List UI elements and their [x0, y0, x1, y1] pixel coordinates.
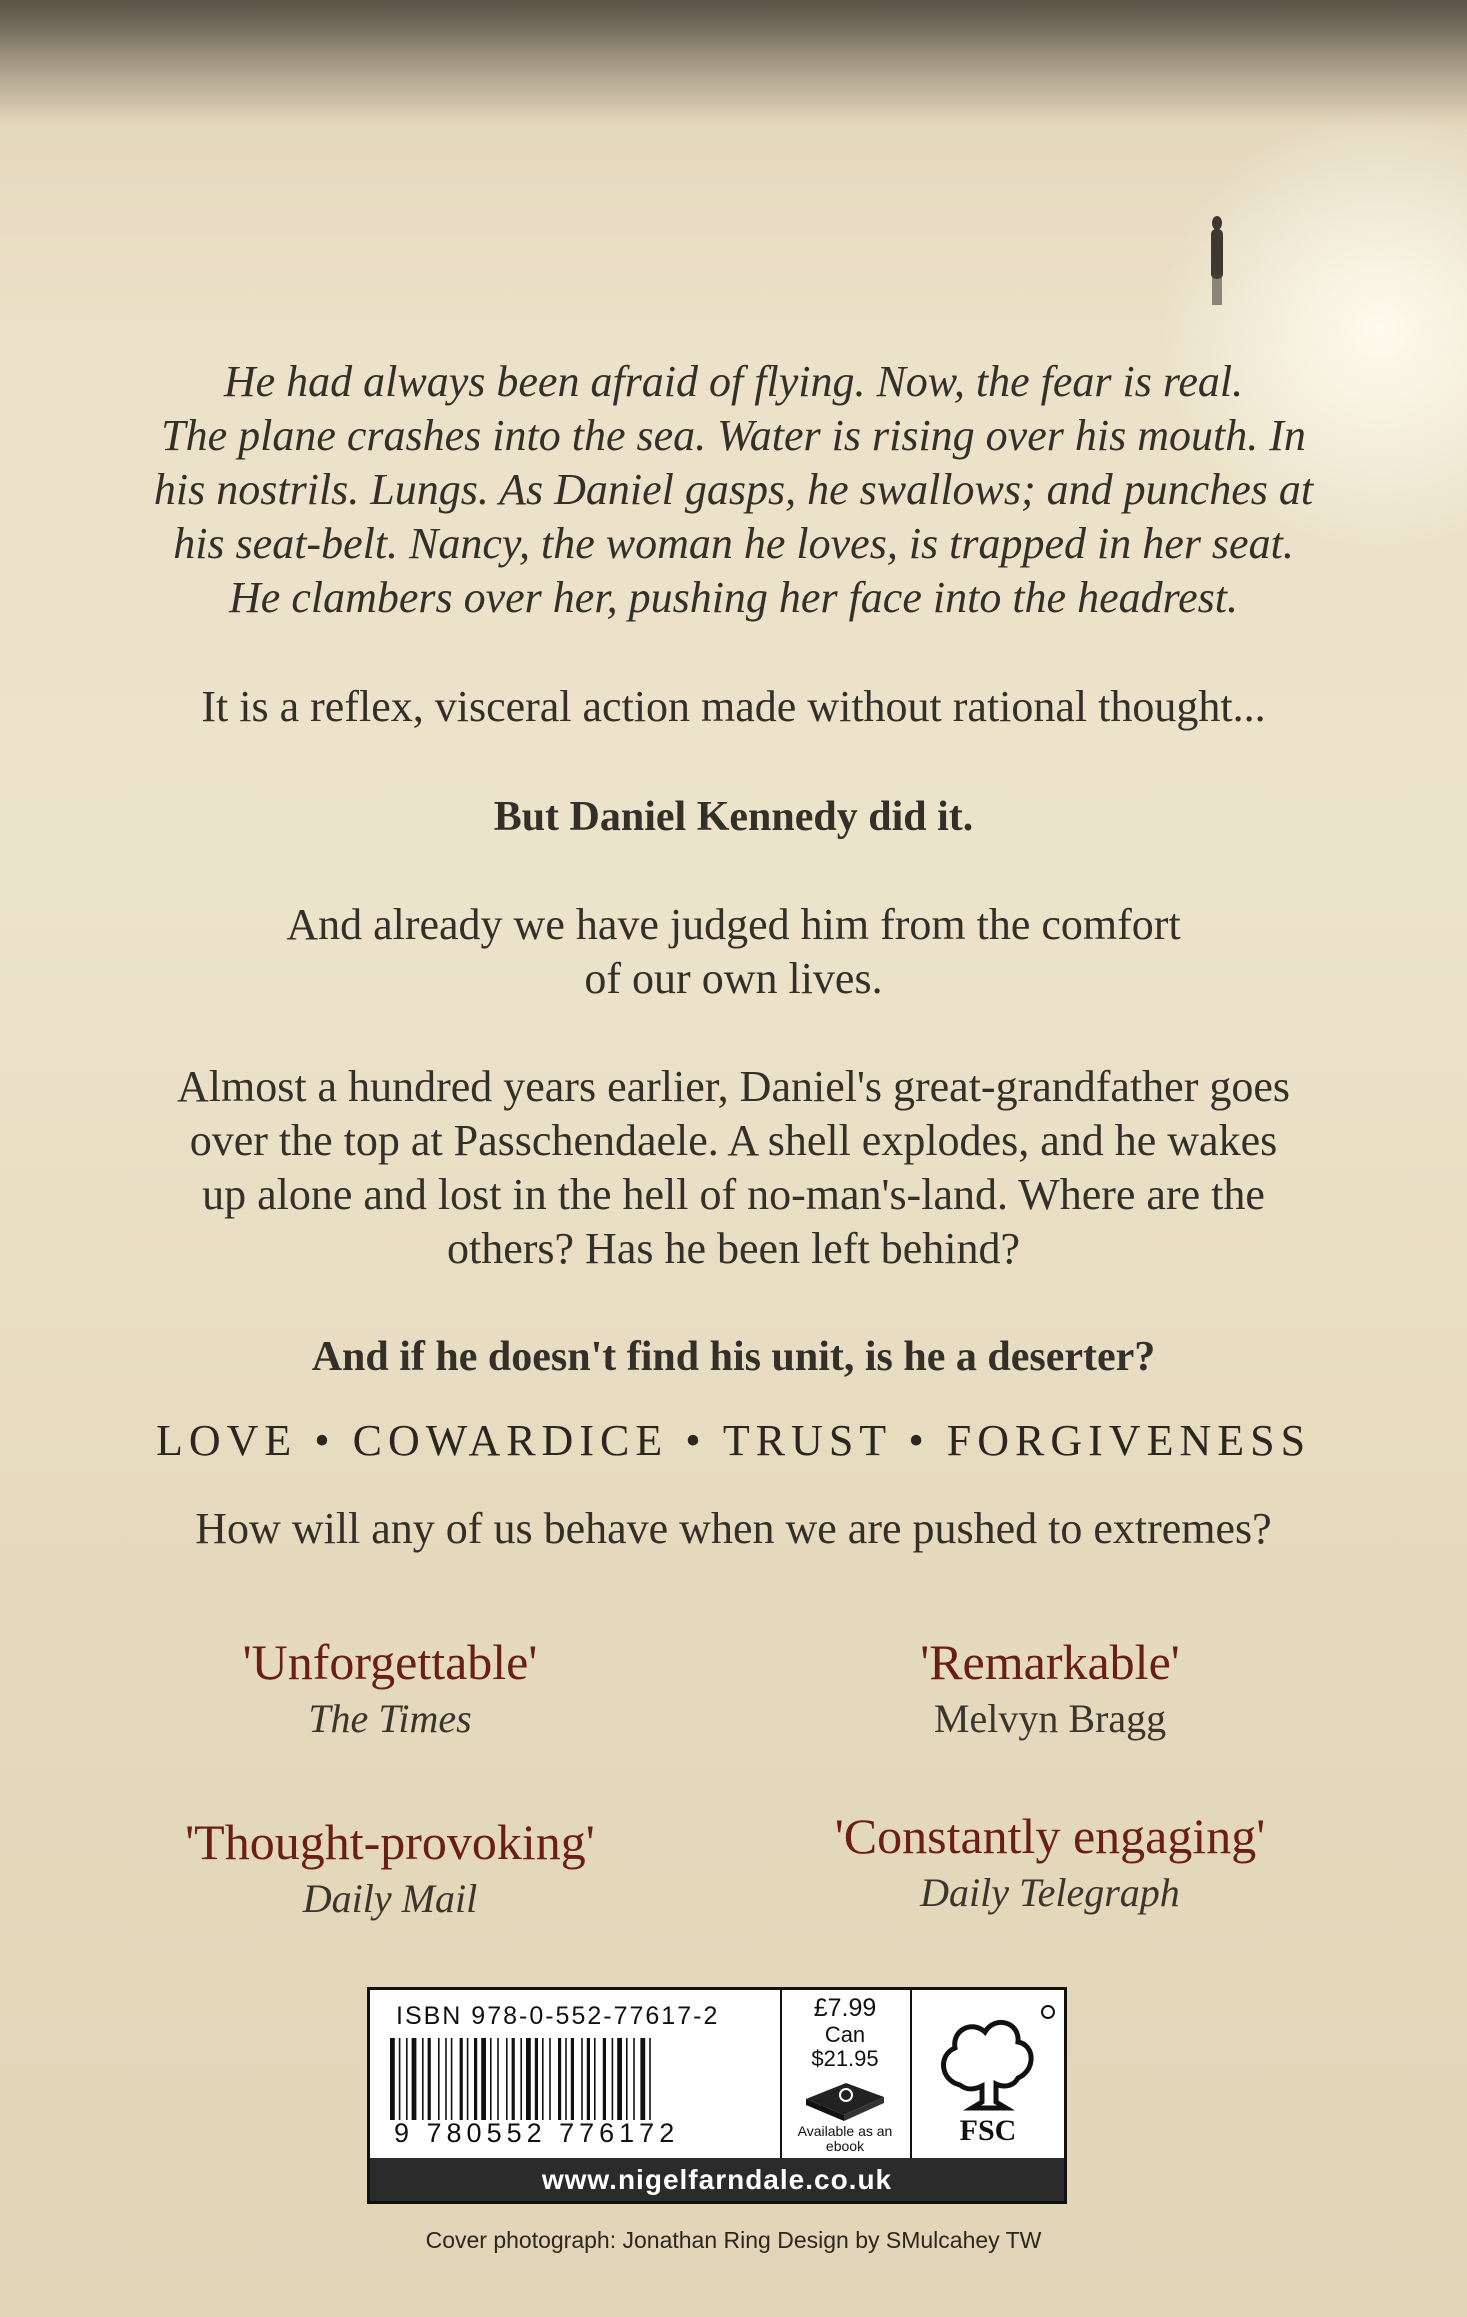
reflex-line: It is a reflex, visceral action made without rational thought... — [201, 682, 1266, 731]
opening-line: He clambers over her, pushing her face into the headrest. — [229, 573, 1238, 622]
barcode-stripe — [526, 2038, 531, 2120]
did-it-line: But Daniel Kennedy did it. — [493, 794, 974, 840]
isbn-number: ISBN 978-0-552-77617-2 — [396, 2002, 720, 2030]
barcode-digits: 9 780552 776172 — [394, 2118, 680, 2148]
barcode-stripe — [406, 2038, 408, 2120]
barcode-stripe — [594, 2038, 596, 2120]
history-line: up alone and lost in the hell of no-man's-land. Where are the — [202, 1170, 1265, 1219]
barcode-stripe — [558, 2038, 561, 2120]
ebook-label: Available as an ebook — [797, 2123, 893, 2154]
website-url: www.nigelfarndale.co.uk — [370, 2158, 1064, 2201]
barcode-stripe — [506, 2038, 508, 2120]
quote-source: The Times — [308, 1696, 472, 1741]
barcode-stripe — [445, 2038, 447, 2120]
price-can-label: Can — [824, 2022, 866, 2047]
barcode-stripe — [581, 2038, 583, 2120]
themes-line: LOVE • COWARDICE • TRUST • FORGIVENESS — [155, 1416, 1312, 1465]
barcode-stripe — [438, 2038, 440, 2120]
barcode-stripe — [649, 2038, 651, 2120]
history-line: Almost a hundred years earlier, Daniel's great-grandfather goes — [176, 1062, 1291, 1111]
opening-line: The plane crashes into the sea. Water is rising over his mouth. In — [161, 411, 1306, 460]
judged-line: of our own lives. — [584, 954, 883, 1003]
barcode-stripe — [603, 2038, 606, 2120]
history-line: over the top at Passchendaele. A shell explodes, and he wakes — [189, 1116, 1278, 1165]
quote-text: 'Thought-provoking' — [185, 1814, 595, 1870]
quote-text: 'Unforgettable' — [242, 1634, 538, 1690]
judged-paragraph — [40, 898, 1427, 1006]
barcode-stripe — [399, 2038, 401, 2120]
barcode-stripe — [565, 2038, 567, 2120]
price-uk: £7.99 — [813, 1994, 877, 2022]
fsc-tree-icon — [910, 1990, 1067, 2158]
fsc-label: FSC — [959, 2114, 1017, 2147]
review-quote — [750, 1806, 1350, 1920]
barcode-stripe — [535, 2038, 538, 2120]
barcode-stripe — [626, 2038, 628, 2120]
barcode-stripe — [428, 2038, 431, 2120]
quote-text: 'Remarkable' — [920, 1634, 1180, 1690]
barcode-stripe — [612, 2038, 614, 2120]
review-quote — [90, 1812, 690, 1926]
history-line: others? Has he been left behind? — [447, 1224, 1020, 1273]
quote-text: 'Constantly engaging' — [834, 1808, 1266, 1864]
quote-source: Daily Telegraph — [920, 1870, 1180, 1915]
ebook-icon — [802, 2075, 888, 2121]
price-can: $21.95 — [811, 2046, 879, 2071]
barcode-stripe — [633, 2038, 635, 2120]
price-cell — [780, 1990, 912, 2158]
fsc-cell — [910, 1990, 1067, 2158]
opening-paragraph — [40, 355, 1427, 625]
opening-line: He had always been afraid of flying. Now, the fear is real. — [223, 357, 1244, 406]
barcode-stripe — [412, 2038, 417, 2120]
barcode-stripe — [422, 2038, 424, 2120]
barcode-stripe — [481, 2038, 486, 2120]
barcode-stripe — [640, 2038, 645, 2120]
barcode-stripe — [490, 2038, 492, 2120]
history-paragraph — [40, 1060, 1427, 1276]
isbn-cell — [370, 1990, 782, 2158]
question-line: How will any of us behave when we are pushed to extremes? — [195, 1504, 1272, 1553]
barcode-stripe — [520, 2038, 522, 2120]
judged-line: And already we have judged him from the comfort — [286, 900, 1181, 949]
review-quote — [750, 1632, 1350, 1746]
barcode-stripe — [390, 2038, 395, 2120]
barcode-stripe — [460, 2038, 463, 2120]
barcode-box — [367, 1987, 1067, 2204]
barcode-stripe — [467, 2038, 469, 2120]
opening-line: his nostrils. Lungs. As Daniel gasps, he swallows; and punches at — [153, 465, 1314, 514]
deserter-line: And if he doesn't find his unit, is he a deserter? — [311, 1334, 1156, 1380]
barcode-image — [388, 2038, 768, 2120]
barcode-stripe — [451, 2038, 453, 2120]
barcode-stripe — [542, 2038, 544, 2120]
opening-line: his seat-belt. Nancy, the woman he loves, is trapped in her seat. — [173, 519, 1294, 568]
barcode-stripe — [571, 2038, 574, 2120]
cover-credits: Cover photograph: Jonathan Ring Design by SMulcahey TW — [425, 2227, 1042, 2253]
review-quote — [90, 1632, 690, 1746]
barcode-stripe — [549, 2038, 551, 2120]
barcode-stripe — [587, 2038, 590, 2120]
barcode-stripe — [497, 2038, 499, 2120]
quote-source: Melvyn Bragg — [933, 1696, 1167, 1741]
barcode-stripe — [474, 2038, 477, 2120]
sky-haze — [0, 0, 1467, 130]
wading-figure-silhouette — [1206, 215, 1228, 335]
barcode-stripe — [512, 2038, 515, 2120]
barcode-stripe — [617, 2038, 622, 2120]
quote-source: Daily Mail — [302, 1876, 478, 1921]
